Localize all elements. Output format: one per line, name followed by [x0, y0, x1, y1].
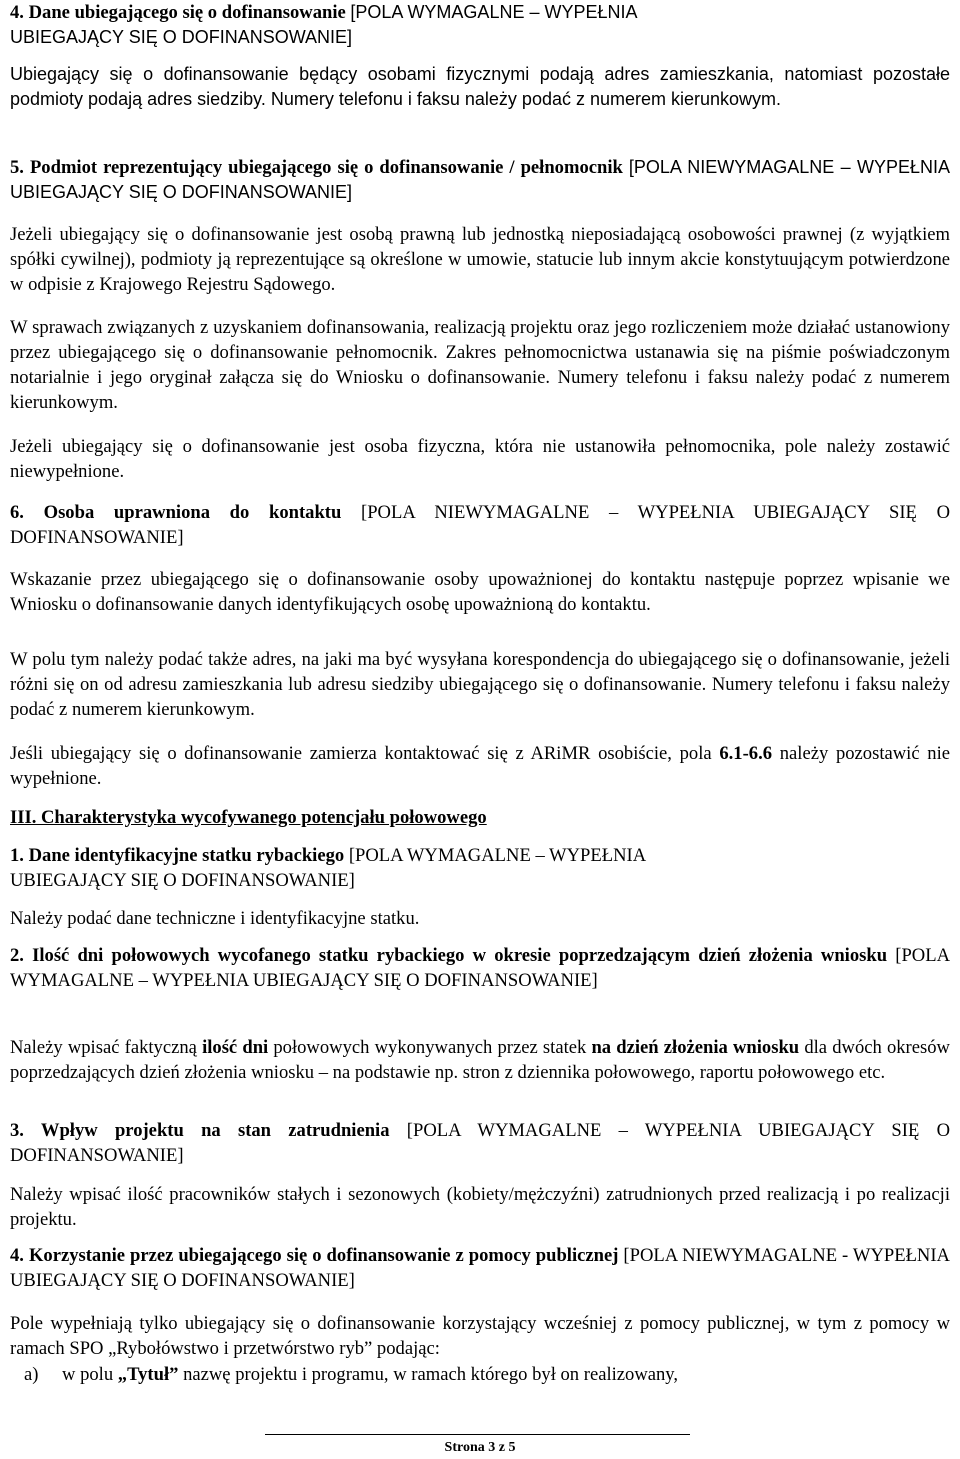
item-1-heading: [10, 843, 950, 893]
item-2-tag: [POLA WYMAGALNE – WYPEŁNIA UBIEGAJĄCY SIĘ O DOFINANSOWANIE]: [10, 945, 950, 991]
section-4-paragraph: Ubiegający się o dofinansowanie będący osobami fizycznymi podają adres zamieszkania, natomiast pozostałe podmioty podają adres siedziby. Numery telefonu i faksu należy podać z numerem kierunkowym.: [10, 64, 950, 109]
item-2-paragraph: [10, 1035, 950, 1085]
section-5-heading: [10, 155, 950, 205]
part-3-heading: III. Charakterystyka wycofywanego potencjału połowowego: [10, 807, 487, 828]
item-2-text-d: na dzień złożenia wniosku: [591, 1037, 800, 1058]
item-1-paragraph: Należy podać dane techniczne i identyfikacyjne statku.: [10, 908, 420, 929]
footer-divider: [265, 1434, 690, 1435]
item-3-tag: [POLA WYMAGALNE – WYPEŁNIA UBIEGAJĄCY SIĘ O DOFINANSOWANIE]: [10, 1120, 950, 1166]
section-6-title: 6. Osoba uprawniona do kontaktu: [10, 502, 342, 523]
list-text-post: nazwę projektu i programu, w ramach którego był on realizowany,: [183, 1364, 679, 1385]
item-1-tag-cont: UBIEGAJĄCY SIĘ O DOFINANSOWANIE]: [10, 870, 355, 891]
list-item-text: [62, 1362, 678, 1387]
section-5-tag: [POLA NIEWYMAGALNE – WYPEŁNIA UBIEGAJĄCY SIĘ O DOFINANSOWANIE]: [10, 157, 951, 202]
item-4-title: 4. Korzystanie przez ubiegającego się o dofinansowanie z pomocy publicznej: [10, 1245, 619, 1266]
item-4-heading: [10, 1243, 950, 1293]
section-5-paragraph-1: Jeżeli ubiegający się o dofinansowanie jest osobą prawną lub jednostką nieposiadającą osobowości prawnej (z wyjątkiem spółki cywilnej), podmioty ją reprezentujące są określone w umowie, statucie lub innym akcie konstytuującym potwierdzone w odpisie z Krajowego Rejestru Sądowego.: [10, 224, 950, 295]
item-2-text-b: ilość dni: [202, 1037, 269, 1058]
section-5-paragraph-3: Jeżeli ubiegający się o dofinansowanie jest osoba fizyczna, która nie ustanowiła pełnomocnika, pole należy zostawić niewypełnione.: [10, 436, 950, 482]
section-6-paragraph-1: Wskazanie przez ubiegającego się o dofinansowanie osoby upoważnionej do kontaktu następuje poprzez wpisanie we Wniosku o dofinansowanie danych identyfikujących osobę upoważnioną do kontaktu.: [10, 569, 950, 615]
section-5-paragraph-2: W sprawach związanych z uzyskaniem dofinansowania, realizacją projektu oraz jego rozliczeniem może działać ustanowiony przez ubiegającego się o dofinansowanie pełnomocnik. Zakres pełnomocnictwa ustanawia się na piśmie poświadczonym notarialnie i jego oryginał załącza się do Wniosku o dofinansowanie. Numery telefonu i faksu należy podać z numerem kierunkowym.: [10, 317, 950, 413]
section-4-number: 4.: [10, 2, 24, 23]
item-4-tag: [POLA NIEWYMAGALNE - WYPEŁNIA UBIEGAJĄCY SIĘ O DOFINANSOWANIE]: [10, 1245, 950, 1291]
list-text-pre: w polu: [62, 1364, 114, 1385]
item-1-tag: [POLA WYMAGALNE – WYPEŁNIA: [348, 845, 647, 866]
section-6-heading: [10, 500, 950, 550]
item-2-text-a: Należy wpisać faktyczną: [10, 1037, 197, 1058]
section-6-paragraph-3: [10, 741, 950, 791]
item-2-heading: [10, 943, 950, 993]
page-number: Strona 3 z 5: [444, 1440, 516, 1455]
section-6-tag: [POLA NIEWYMAGALNE – WYPEŁNIA UBIEGAJĄCY SIĘ O DOFINANSOWANIE]: [10, 502, 950, 548]
section-4-tag: [POLA WYMAGALNE – WYPEŁNIA: [350, 2, 638, 22]
item-2-text-c: połowowych wykonywanych przez statek: [273, 1037, 587, 1058]
item-3-paragraph: Należy wpisać ilość pracowników stałych i sezonowych (kobiety/mężczyźni) zatrudnionych przed realizacją i po realizacji projektu.: [10, 1184, 950, 1230]
section-6-p3-tail: należy pozostawić nie wypełnione.: [10, 743, 950, 789]
item-2-text-e: dla dwóch okresów poprzedzających dzień złożenia wniosku – na podstawie np. stron z dziennika połowowego, raportu połowowego etc.: [10, 1037, 950, 1083]
section-6-p3-fields: 6.1-6.6: [719, 743, 773, 764]
item-3-heading: [10, 1118, 950, 1168]
item-2-title: 2. Ilość dni połowowych wycofanego statku rybackiego w okresie poprzedzającym dzień złożenia wniosku: [10, 945, 888, 966]
item-4-paragraph: Pole wypełniają tylko ubiegający się o dofinansowanie korzystający wcześniej z pomocy publicznej, w tym z pomocy w ramach SPO „Rybołówstwo i przetwórstwo ryb” podając:: [10, 1313, 950, 1359]
section-6-p3-text: Jeśli ubiegający się o dofinansowanie zamierza kontaktować się z ARiMR osobiście, pola: [10, 743, 712, 764]
list-item: [10, 1362, 950, 1387]
item-1-title: 1. Dane identyfikacyjne statku rybackiego: [10, 845, 345, 866]
section-6-paragraph-2: W polu tym należy podać także adres, na jaki ma być wysyłana korespondencja do ubiegającego się o dofinansowanie, jeżeli różni się on od adresu zamieszkania lub adresu siedziby ubiegającego się o dofinansowanie. Numery telefonu i faksu należy podać z numerem kierunkowym.: [10, 649, 950, 720]
section-4-title: Dane ubiegającego się o dofinansowanie: [28, 2, 346, 23]
list-marker: a): [24, 1364, 39, 1385]
section-4-tag-cont: UBIEGAJĄCY SIĘ O DOFINANSOWANIE]: [10, 27, 353, 47]
section-5-title: 5. Podmiot reprezentujący ubiegającego się o dofinansowanie / pełnomocnik: [10, 157, 623, 178]
item-3-title: 3. Wpływ projektu na stan zatrudnienia: [10, 1120, 390, 1141]
list-text-bold: „Tytuł”: [117, 1364, 179, 1385]
section-4-heading: [10, 0, 950, 50]
